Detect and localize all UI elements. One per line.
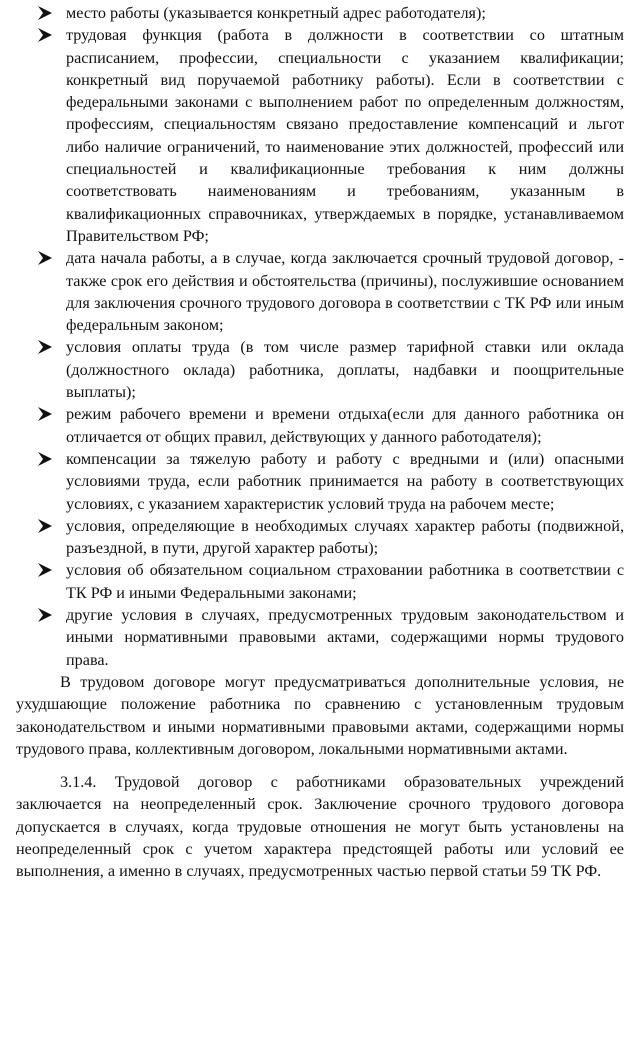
list-item: [16, 2, 624, 24]
list-item-text: другие условия в случаях, предусмотренных трудовым законодательством и иными нормативными правовыми актами, содержащими нормы трудового права.: [66, 606, 624, 669]
list-item: [16, 448, 624, 515]
list-item-text: компенсации за тяжелую работу и работу с вредными и (или) опасными условиями труда, если работник принимается на работу в соответствующих условиях, с указанием характеристик условий труда на рабочем месте;: [66, 449, 624, 513]
list-item: [16, 559, 624, 604]
arrow-bullet-icon: [38, 336, 60, 358]
list-item: [16, 403, 624, 448]
list-item-text: условия, определяющие в необходимых случаях характер работы (подвижной, разъездной, в пути, другой характер работы);: [66, 516, 624, 558]
arrow-bullet-icon: [38, 24, 60, 46]
list-item: [16, 24, 624, 247]
arrow-bullet-icon: [38, 448, 60, 470]
arrow-bullet-icon: [38, 559, 60, 581]
paragraph-3-1-4: 3.1.4. Трудовой договор с работниками образовательных учреждений заключается на неопределенный срок. Заключение срочного трудового договора допускается в случаях, когда трудовые отношения не могут быть установлены на неопределенный срок с учетом характера предстоящей работы или условий ее выполнения, а именно в случаях, предусмотренных частью первой статьи 59 ТК РФ.: [16, 773, 624, 881]
list-item: [16, 247, 624, 336]
list-item: [16, 604, 624, 671]
list-item-text: место работы (указывается конкретный адрес работодателя);: [66, 4, 486, 22]
arrow-bullet-icon: [38, 515, 60, 537]
arrow-bullet-icon: [38, 403, 60, 425]
list-item: [16, 515, 624, 560]
list-item: [16, 336, 624, 403]
list-item-text: трудовая функция (работа в должности в соответствии со штатным расписанием, профессии, специальности с указанием квалификации; конкретный вид поручаемой работнику работы). Если в соответствии с федеральными законами с выполнением работ по определенным должностям, профессиям, специальностям связано предоставление компенсаций и льгот либо наличие ограничений, то наименование этих должностей, профессий или специальностей и квалификационные требования к ним должны соответствовать наименованиям и требованиям, указанным в квалификационных справочниках, утверждаемых в порядке, устанавливаемом Правительством РФ;: [66, 26, 624, 245]
arrow-bullet-icon: [38, 2, 60, 24]
arrow-bullet-icon: [38, 247, 60, 269]
paragraph-additional-conditions: В трудовом договоре могут предусматриваться дополнительные условия, не ухудшающие положение работника по сравнению с установленным трудовым законодательством и иными нормативными правовыми актами, содержащими нормы трудового права, коллективным договором, локальными нормативными актами.: [16, 672, 624, 758]
list-item-text: дата начала работы, а в случае, когда заключается срочный трудовой договор, - также срок его действия и обстоятельства (причины), послужившие основанием для заключения срочного трудового договора в соответствии с ТК РФ или иным федеральным законом;: [66, 249, 624, 335]
list-item-text: условия оплаты труда (в том числе размер тарифной ставки или оклада (должностного оклада) работника, доплаты, надбавки и поощрительные выплаты);: [66, 338, 624, 402]
bullet-list: [16, 2, 624, 671]
arrow-bullet-icon: [38, 604, 60, 626]
list-item-text: условия об обязательном социальном страховании работника в соответствии с ТК РФ и иными Федеральными законами;: [66, 561, 624, 602]
list-item-text: режим рабочего времени и времени отдыха(если для данного работника он отличается от общих правил, действующих у данного работодателя);: [66, 405, 624, 446]
